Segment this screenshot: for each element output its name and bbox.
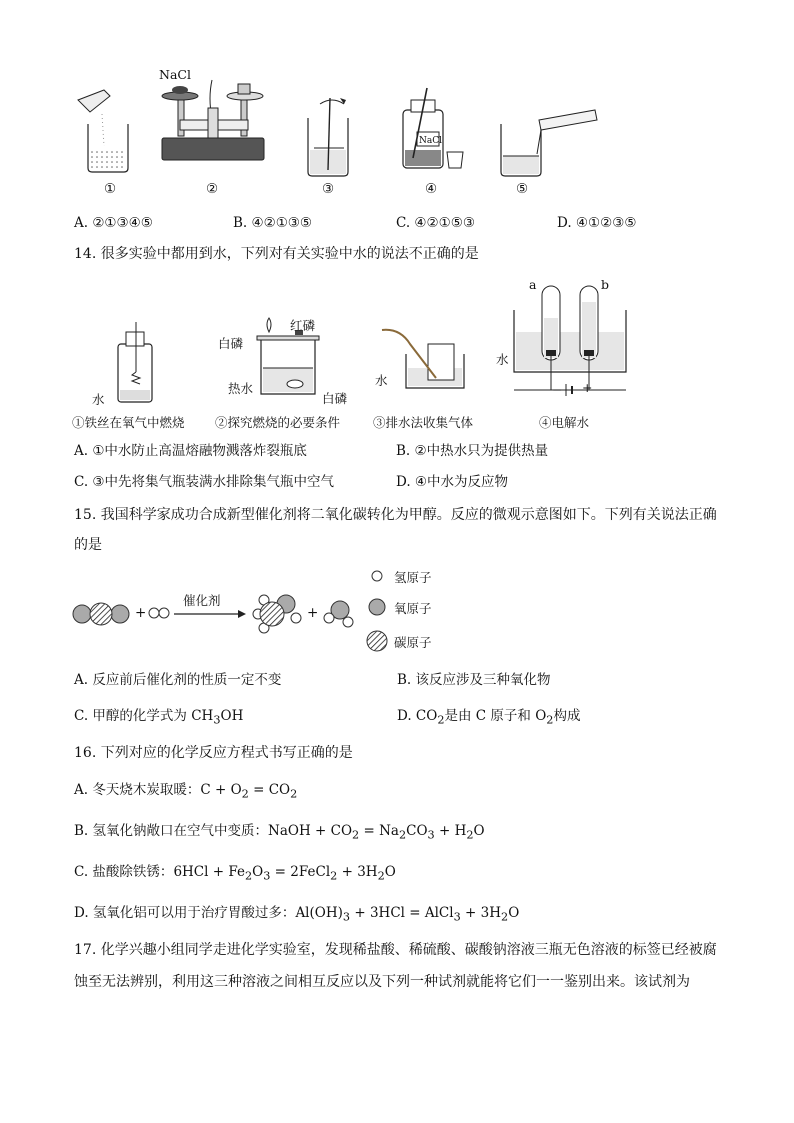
catalyst-label: 催化剂	[183, 593, 221, 608]
q14-label-a: a	[529, 277, 537, 292]
water-displacement-icon	[380, 324, 470, 394]
eq-part: O	[508, 905, 520, 921]
q14-figure	[0, 272, 794, 430]
q16-stem: 16. 下列对应的化学反应方程式书写正确的是	[74, 745, 353, 761]
q14-red-p-label: 红磷	[290, 318, 316, 333]
q14-hot-water-label: 热水	[228, 381, 254, 396]
subscript: 3	[263, 869, 271, 883]
beaker-stir-icon	[300, 96, 360, 180]
q15-option-b[interactable]: B. 该反应涉及三种氧化物	[397, 672, 551, 688]
subscript: 3	[213, 713, 221, 727]
q15-option-d[interactable]	[397, 707, 580, 730]
q15-option-d-mid: 是由 C 原子和 O	[444, 708, 547, 724]
subscript: 3	[342, 910, 351, 924]
reagent-bottle-icon	[395, 88, 475, 178]
subscript: 2	[398, 828, 407, 842]
cylinder-pour-icon	[495, 94, 605, 180]
eq-part: CO	[406, 823, 428, 839]
q16-option-c-equation	[173, 864, 396, 883]
q16-option-b[interactable]	[74, 822, 485, 845]
step-number-5: ⑤	[516, 181, 529, 197]
subscript: 3	[427, 828, 435, 842]
q15-plus-1: +	[135, 605, 147, 621]
eq-part: O	[252, 864, 264, 880]
subscript: 2	[546, 713, 554, 727]
eq-part: + 3H	[337, 864, 378, 880]
q16-option-c-text: C. 盐酸除铁锈：	[74, 864, 174, 880]
legend-oxygen: 氧原子	[394, 601, 432, 616]
hydrogen-atom-icon	[371, 570, 383, 582]
q14-stem: 14. 很多实验中都用到水，下列对有关实验中水的说法不正确的是	[74, 246, 479, 262]
eq-part: = 2FeCl	[270, 864, 331, 880]
subscript: 2	[501, 910, 509, 924]
q15-option-d-text: D. CO	[397, 708, 438, 724]
q13-option-a[interactable]: A. ②①③④⑤	[74, 215, 153, 231]
q15-plus-2: +	[307, 605, 319, 621]
q14-caption-2: ②探究燃烧的必要条件	[215, 415, 341, 430]
q15-option-c-text: C. 甲醇的化学式为 CH	[74, 708, 214, 724]
gas-bottle-icon	[112, 322, 162, 408]
subscript: 2	[437, 713, 445, 727]
q14-water4-label: 水	[496, 352, 509, 367]
electrolysis-icon	[510, 280, 630, 402]
q14-white-p-label: 白磷	[218, 336, 244, 351]
legend-hydrogen: 氢原子	[394, 570, 432, 585]
q15-option-d-tail: 构成	[553, 708, 581, 724]
q13-option-c[interactable]: C. ④②①⑤③	[396, 215, 475, 231]
q16-option-c[interactable]	[74, 863, 396, 886]
q15-stem-line1: 15. 我国科学家成功合成新型催化剂将二氧化碳转化为甲醇。反应的微观示意图如下。下列有关说法正确	[74, 507, 717, 523]
q16-option-b-text: B. 氢氧化钠敞口在空气中变质：	[74, 823, 269, 839]
eq-part: + 3HCl = AlCl	[350, 905, 454, 921]
step-number-2: ②	[206, 181, 219, 197]
subscript: 2	[466, 828, 474, 842]
step-number-1: ①	[104, 181, 117, 197]
q13-option-d[interactable]: D. ④①②③⑤	[557, 215, 637, 231]
q16-option-b-equation	[268, 823, 485, 842]
q15-option-a[interactable]: A. 反应前后催化剂的性质一定不变	[74, 672, 282, 688]
q13-figure	[0, 60, 794, 200]
q14-plus-label: +	[582, 380, 593, 395]
subscript: 2	[377, 869, 385, 883]
q14-label-b: b	[601, 277, 610, 292]
reaction-arrow-icon	[174, 608, 246, 620]
step-number-3: ③	[322, 181, 335, 197]
eq-part: Al(OH)	[295, 905, 343, 921]
eq-part: O	[473, 823, 485, 839]
nacl-label: NaCl	[159, 67, 191, 82]
q15-option-c-tail: OH	[220, 708, 244, 724]
q17-stem-line1: 17. 化学兴趣小组同学走进化学实验室，发现稀盐酸、稀硫酸、碳酸钠溶液三瓶无色溶液的标签已经被腐	[74, 942, 717, 958]
q14-option-c[interactable]: C. ③中先将集气瓶装满水排除集气瓶中空气	[74, 474, 335, 490]
eq-part: NaOH + CO	[268, 823, 353, 839]
q16-option-a-text: A. 冬天烧木炭取暖：	[74, 782, 201, 798]
q14-water1-label: 水	[92, 392, 105, 407]
balance-icon	[150, 78, 275, 178]
eq-part: 6HCl + Fe	[173, 864, 245, 880]
q14-option-b[interactable]: B. ②中热水只为提供热量	[396, 443, 549, 459]
beaker-pour-icon	[70, 90, 140, 180]
subscript: 2	[290, 787, 298, 801]
step-number-4: ④	[425, 181, 438, 197]
eq-part: = Na	[359, 823, 399, 839]
carbon-atom-icon	[366, 630, 388, 652]
subscript: 2	[241, 787, 249, 801]
q14-option-a[interactable]: A. ①中水防止高温熔融物溅落炸裂瓶底	[74, 443, 307, 459]
q13-option-b[interactable]: B. ④②①③⑤	[233, 215, 313, 231]
q14-caption-4: ④电解水	[539, 415, 590, 430]
eq-part: O	[384, 864, 396, 880]
subscript: 2	[244, 869, 253, 883]
q16-option-d-text: D. 氢氧化铝可以用于治疗胃酸过多：	[74, 905, 296, 921]
q14-minus-label: −	[552, 382, 563, 397]
q15-option-c[interactable]	[74, 707, 243, 730]
subscript: 2	[330, 869, 338, 883]
q14-caption-3: ③排水法收集气体	[373, 415, 474, 430]
eq-part: C + O	[200, 782, 242, 798]
q14-caption-1: ①铁丝在氧气中燃烧	[72, 415, 185, 430]
co2-molecule-icon	[72, 602, 132, 626]
subscript: 3	[453, 910, 461, 924]
oxygen-atom-icon	[368, 598, 386, 616]
q16-option-d[interactable]	[74, 904, 519, 927]
q15-reaction-diagram	[0, 560, 794, 660]
q17-stem-line2: 蚀至无法辨别，利用这三种溶液之间相互反应以及下列一种试剂就能将它们一一鉴别出来。该试剂为	[74, 974, 690, 990]
h2o-molecule-icon	[322, 598, 354, 628]
q14-white-p2-label: 白磷	[322, 391, 348, 406]
q16-option-d-equation	[295, 905, 520, 924]
q14-option-d[interactable]: D. ④中水为反应物	[396, 474, 509, 490]
eq-part: = CO	[248, 782, 291, 798]
q16-option-a[interactable]	[74, 781, 297, 804]
methanol-molecule-icon	[250, 588, 306, 640]
nacl-bottle-label: NaCl	[419, 136, 443, 146]
q15-stem-line2: 的是	[74, 537, 102, 553]
subscript: 2	[352, 828, 360, 842]
legend-carbon: 碳原子	[394, 635, 432, 650]
eq-part: + 3H	[460, 905, 502, 921]
q14-water3-label: 水	[375, 373, 388, 388]
q16-option-a-equation	[200, 782, 298, 801]
eq-part: + H	[434, 823, 467, 839]
h2-molecule-icon	[148, 606, 172, 620]
